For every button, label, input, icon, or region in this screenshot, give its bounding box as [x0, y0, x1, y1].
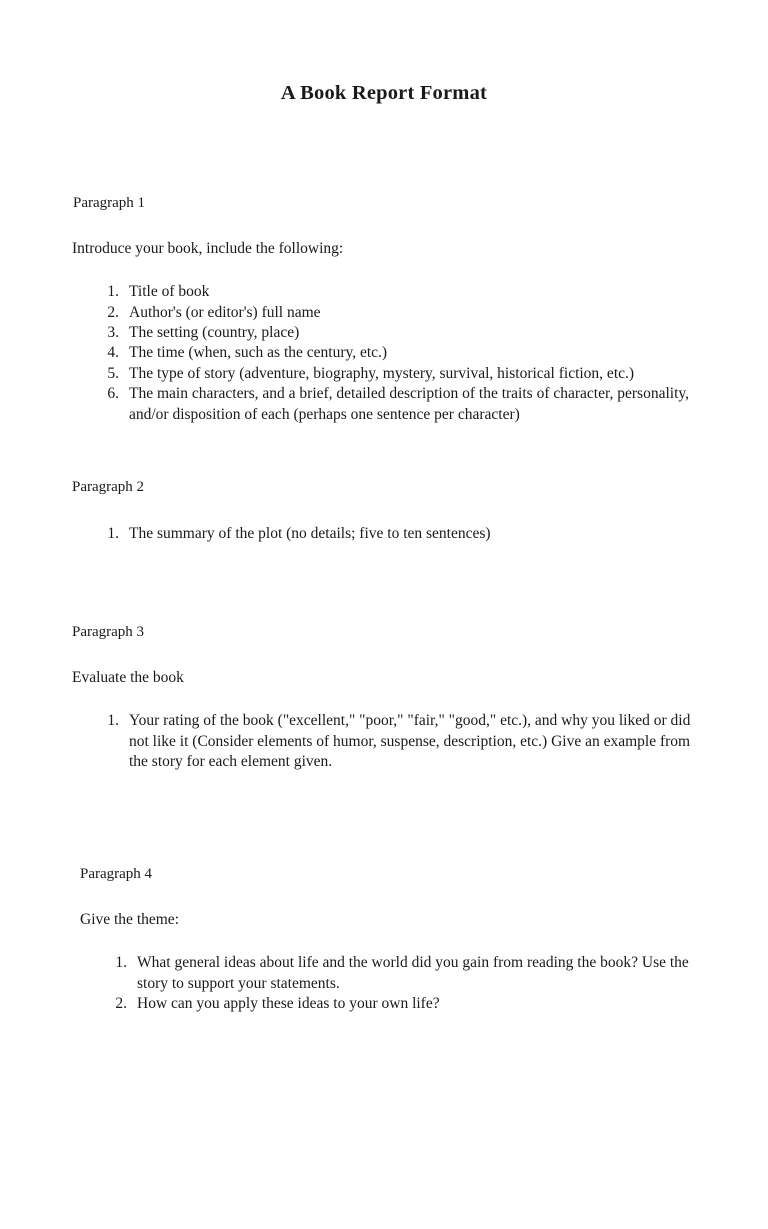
list-item-text: The time (when, such as the century, etc.) — [129, 344, 388, 362]
list-item — [95, 364, 712, 384]
ordered-list — [95, 711, 712, 772]
list-marker: 1. — [107, 283, 119, 301]
section-heading: Paragraph 1 — [73, 195, 146, 211]
ordered-list — [103, 953, 720, 1014]
list-item-text: How can you apply these ideas to your own life? — [137, 995, 440, 1013]
section-intro: Evaluate the book — [72, 668, 184, 686]
page-title: A Book Report Format — [280, 82, 488, 104]
list-marker: 3. — [107, 324, 119, 342]
list-item-text: Author's (or editor's) full name — [129, 303, 321, 321]
list-item — [95, 303, 712, 323]
section-paragraph-1 — [72, 194, 712, 425]
ordered-list — [95, 524, 712, 544]
section-heading: Paragraph 3 — [72, 624, 145, 640]
section-paragraph-3 — [72, 623, 712, 772]
list-item — [95, 343, 712, 363]
list-item-text: The main characters, and a brief, detailed description of the traits of character, personality, and/or disposition of each (perhaps one sentence per character) — [129, 385, 689, 423]
list-marker: 4. — [107, 344, 119, 362]
list-marker: 5. — [107, 364, 119, 382]
list-item-text: The setting (country, place) — [129, 324, 300, 342]
list-marker: 6. — [107, 385, 119, 403]
list-marker: 2. — [115, 995, 127, 1013]
list-item — [95, 711, 712, 772]
list-item — [103, 994, 720, 1014]
list-item-text: The summary of the plot (no details; five to ten sentences) — [129, 524, 491, 542]
section-intro: Introduce your book, include the following: — [72, 239, 344, 257]
list-item — [103, 953, 720, 994]
list-item — [95, 524, 712, 544]
list-marker: 1. — [107, 712, 119, 730]
ordered-list — [95, 282, 712, 425]
list-marker: 1. — [107, 524, 119, 542]
list-item-text: Title of book — [129, 283, 210, 301]
section-intro: Give the theme: — [80, 910, 179, 928]
section-paragraph-4 — [80, 865, 720, 1014]
list-item-text: What general ideas about life and the world did you gain from reading the book? Use the story to support your statements. — [137, 954, 689, 992]
list-item — [95, 323, 712, 343]
list-item — [95, 282, 712, 302]
list-item — [95, 384, 712, 425]
section-heading: Paragraph 4 — [80, 866, 153, 882]
list-marker: 1. — [115, 954, 127, 972]
section-heading: Paragraph 2 — [72, 479, 145, 495]
list-item-text: The type of story (adventure, biography, mystery, survival, historical fiction, etc.) — [129, 364, 635, 382]
list-item-text: Your rating of the book ("excellent," "poor," "fair," "good," etc.), and why you liked or did not like it (Consider elements of humor, suspense, description, etc.) Give an example from the story for each element given. — [129, 712, 691, 771]
list-marker: 2. — [107, 303, 119, 321]
section-paragraph-2 — [72, 478, 712, 544]
